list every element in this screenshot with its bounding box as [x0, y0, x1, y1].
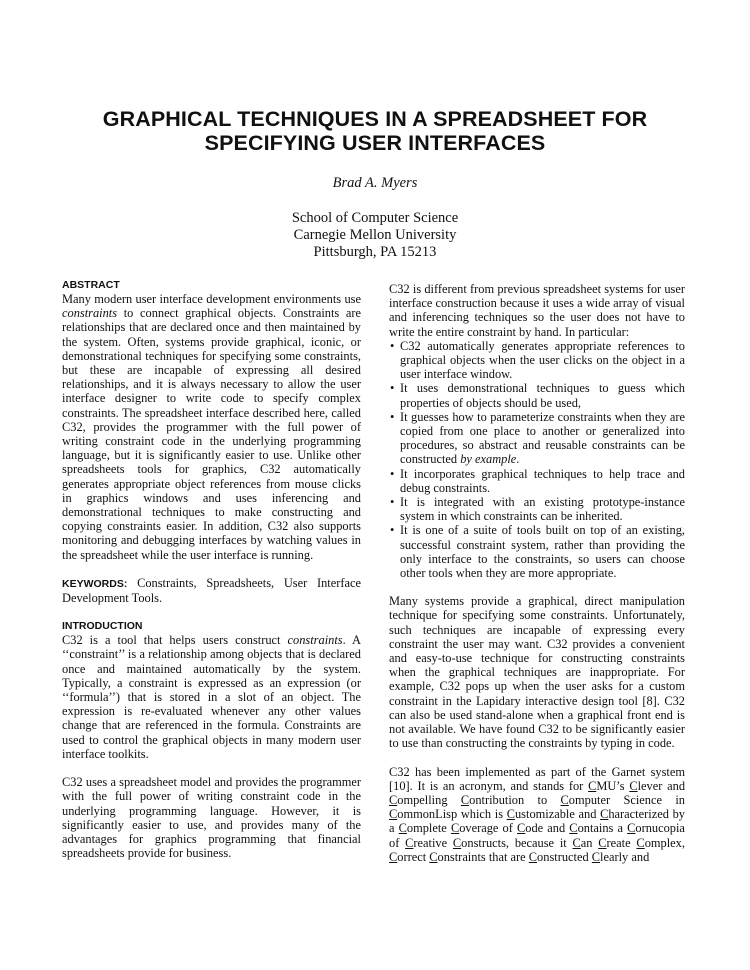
keywords-text: Constraints, Spreadsheets, User Interface Development Tools. — [62, 575, 361, 606]
abstract-emphasis: constraints — [62, 306, 118, 321]
acronym-word: Clearly — [591, 849, 629, 864]
intro-p1-b: . A ‘‘constraint’’ is a relationship among objects that is declared once and maintained automatically by the system. Typically, a constraint is expressed as an expression (or ‘‘formula’’) that is stored in a slot of an object. The expression is re-evaluated whenever any other values change that are referenced in the formula. Constraints are used to control the graphical objects in many modern user interface toolkits. — [62, 633, 361, 761]
acronym-letter: C — [627, 821, 636, 836]
acronym-letter: C — [517, 821, 526, 836]
list-item: • C32 automatically generates appropriate references to graphical objects when the user clicks on the object in a user interface window. — [389, 339, 685, 382]
acronym-word: in — [675, 792, 685, 807]
acronym-word: that — [488, 849, 508, 864]
acronym-letter: C — [398, 821, 407, 836]
author-name: Brad A. Myers — [332, 175, 418, 191]
acronym-letter: C — [528, 849, 538, 864]
acronym-word: Computer — [560, 792, 611, 807]
acronym-word: Correct — [389, 849, 427, 864]
acronym-letter: C — [569, 821, 578, 836]
title-line-2: SPECIFYING USER INTERFACES — [204, 131, 546, 155]
acronym-word: Science — [623, 792, 662, 807]
acronym-word: which — [460, 807, 492, 822]
right-column — [389, 282, 685, 864]
acronym-letter: C — [600, 807, 609, 822]
acronym-letter: C — [506, 807, 515, 822]
intro-p5-intro: C32 has been implemented as part of the Garnet system [10]. It is an acronym, and stands for — [389, 764, 685, 793]
list-item-emphasis: by example — [460, 452, 517, 467]
acronym-word: Compelling — [389, 792, 448, 807]
acronym-word: Complex, — [636, 835, 685, 850]
affiliation — [0, 210, 750, 261]
acronym-word: Creative — [405, 835, 448, 850]
abstract-text — [62, 292, 361, 562]
acronym-word: Contains — [569, 821, 614, 836]
acronym-word: CommonLisp — [389, 807, 458, 822]
acronym-letter: C — [452, 835, 462, 850]
acronym-word: Clever — [629, 778, 663, 793]
acronym-word: it — [559, 835, 567, 850]
intro-paragraph-1 — [62, 633, 361, 761]
acronym-word: by — [672, 807, 685, 822]
acronym-letter: C — [588, 778, 597, 793]
intro-p1-a: C32 is a tool that helps users construct — [62, 633, 288, 648]
acronym-word: Characterized — [600, 807, 669, 822]
acronym-word: Customizable — [506, 807, 575, 822]
acronym-letter: C — [629, 778, 638, 793]
acronym-word: Contribution — [460, 792, 525, 807]
affiliation-school: School of Computer Science — [291, 210, 459, 226]
acronym-letter: C — [572, 835, 581, 850]
acronym-letter: C — [429, 849, 438, 864]
acronym-word: is — [494, 807, 504, 822]
acronym-word: of — [389, 835, 400, 850]
list-item: • It is integrated with an existing prototype-instance system in which constraints can be inherited. — [389, 495, 685, 523]
acronym-letter: C — [598, 835, 607, 850]
acronym-letter: C — [560, 792, 569, 807]
acronym-word: Constructed — [528, 849, 589, 864]
title-line-1: GRAPHICAL TECHNIQUES IN A SPREADSHEET FOR — [102, 107, 648, 131]
feature-list — [389, 339, 685, 580]
acronym-letter: C — [405, 835, 414, 850]
keywords — [62, 576, 361, 605]
acronym-word: because — [514, 835, 555, 850]
acronym-word: and — [547, 821, 566, 836]
left-column — [62, 278, 361, 874]
paper-title — [40, 107, 710, 155]
acronym-word: Cornucopia — [627, 821, 685, 836]
list-item-end: . — [516, 452, 520, 467]
acronym-word: Constructs, — [452, 835, 510, 850]
acronym-word: Can — [572, 835, 593, 850]
acronym-word: Code — [517, 821, 544, 836]
acronym-word: are — [510, 849, 526, 864]
acronym-word: a — [617, 821, 623, 836]
introduction-heading: INTRODUCTION — [62, 620, 143, 633]
keywords-label: KEYWORDS: — [62, 577, 128, 590]
list-item: • It is one of a suite of tools built on top of an existing, successful constraint system, rather than providing the only interface to the constraints, so users can choose other tools when they are more appropriate. — [389, 523, 685, 580]
acronym-letter: C — [389, 792, 398, 807]
acronym-letter: C — [450, 821, 460, 836]
intro-paragraph-4: Many systems provide a graphical, direct manipulation technique for specifying some constraints. Unfortunately, such techniques are incapable of expressing every constraint the user may want. C32 provides a convenient and easy-to-use technique for constructing constraints when the graphical techniques are inappropriate. For example, C32 pops up when the user asks for a custom constraint in the Lapidary interactive design tool [8]. C32 can also be used stand-alone when a graphical front end is not available. We have found C32 to be significantly easier to use than constructing the constraints by typing in code. — [389, 594, 685, 751]
list-item-text: It guesses how to parameterize constraints when they are copied from one place to another or generalized into procedures, so abstract and reusable constraints can be constructed — [400, 409, 685, 467]
list-item: • It uses demonstrational techniques to guess which properties of objects should be used, — [389, 381, 685, 409]
acronym-word: Coverage — [450, 821, 499, 836]
acronym-letter: C — [591, 849, 601, 864]
list-item — [389, 410, 685, 467]
acronym-letter: C — [389, 849, 398, 864]
acronym-word: a — [389, 821, 395, 836]
intro-p1-emphasis: constraints — [287, 633, 343, 648]
acronym-letter: C — [460, 792, 470, 807]
acronym-word: CMU’s — [588, 778, 625, 793]
affiliation-university: Carnegie Mellon University — [293, 227, 457, 243]
acronym-word: to — [537, 792, 548, 807]
acronym-word: and — [667, 778, 686, 793]
acronym-letter: C — [636, 835, 645, 850]
abstract-heading: ABSTRACT — [62, 279, 120, 291]
acronym-word: Complete — [398, 821, 447, 836]
intro-paragraph-2: C32 uses a spreadsheet model and provides the programmer with the full power of writing constraint code in the underlying programming language. However, it is significantly easier to use, and provides many of the advantages for graphics programming that financial spreadsheets provide for business. — [62, 775, 361, 861]
acronym-word: and — [631, 849, 650, 864]
abstract-text-a: Many modern user interface development environments use — [62, 292, 361, 306]
acronym-word: Create — [598, 835, 631, 850]
acronym-word: of — [502, 821, 513, 836]
acronym-word: and — [578, 807, 597, 822]
abstract-text-b: to connect graphical objects. Constraints are relationships that are declared once and then maintained by the system. Often, systems provide graphical, iconic, or demonstrational techniques for specifying some constraints, but these are incapable of expressing all desired relationships, and it is always necessary to allow the user interface designer to write code to specify complex constraints. The spreadsheet interface described here, called C32, provides the programmer with the full power of writing constraint code in the underlying programming language, but it is significantly easier to use. Unlike other spreadsheets tools for graphics, C32 automatically generates appropriate object references from mouse clicks in graphics windows and uses inferencing and demonstrational techniques to make constructing and copying constraints easier. In addition, C32 also supports monitoring and debugging interfaces by watching values in the spreadsheet while the user interface is running. — [62, 306, 361, 562]
list-item: • It incorporates graphical techniques to help trace and debug constraints. — [389, 467, 685, 495]
acronym-letter: C — [389, 807, 398, 822]
intro-paragraph-3: C32 is different from previous spreadsheet systems for user interface construction because it uses a wide array of visual and inferencing techniques so the user does not have to write the entire constraint by hand. In particular: — [389, 282, 685, 339]
intro-paragraph-5 — [389, 765, 685, 864]
affiliation-city: Pittsburgh, PA 15213 — [313, 244, 437, 260]
acronym-word: Constraints — [429, 849, 486, 864]
